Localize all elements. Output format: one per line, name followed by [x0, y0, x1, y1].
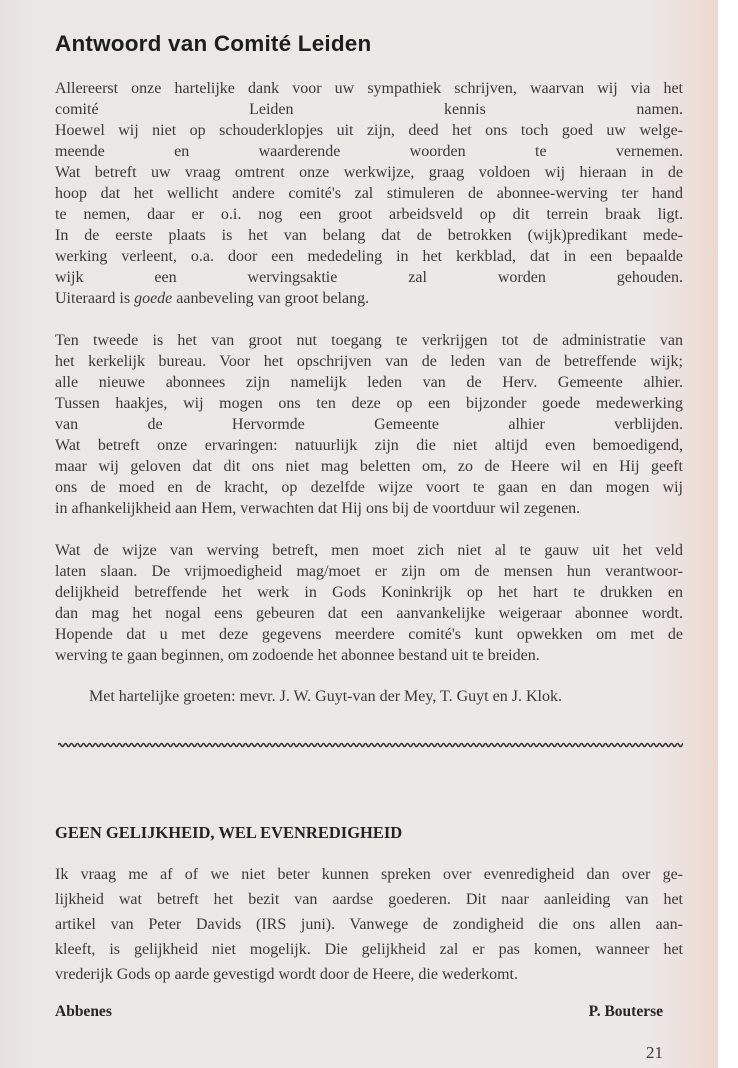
wavy-divider — [58, 740, 683, 750]
text-line: Allereerst onze hartelijke dank voor uw sympathiek schrijven, waarvan wij via het — [55, 80, 683, 97]
text-line: ons de moed en de kracht, op dezelfde wijze voort te gaan en dan mogen wij — [55, 479, 683, 496]
author-label: P. Bouterse — [588, 1003, 663, 1020]
text-line: Tussen haakjes, wij mogen ons ten deze op een bijzonder goede medewerking — [55, 395, 683, 412]
article-2-body — [55, 862, 683, 987]
article-2-heading: GEEN GELIJKHEID, WEL EVENREDIGHEID — [55, 823, 403, 842]
text-span: aanbeveling van groot belang. — [172, 290, 370, 307]
text-line: te nemen, daar er o.i. nog een groot arbeidsveld op dit terrein braak ligt. — [55, 206, 683, 223]
signature: Met hartelijke groeten: mevr. J. W. Guyt-van der Mey, T. Guyt en J. Klok. — [89, 688, 562, 705]
text-line: van de Hervormde Gemeente alhier verblijden. — [55, 416, 683, 433]
place-label: Abbenes — [55, 1003, 112, 1020]
text-line: maar wij geloven dat dit ons niet mag beletten om, zo de Heere wil en Hij geeft — [55, 458, 683, 475]
emphasis-text: goede — [134, 290, 173, 307]
text-line: hoop dat het wellicht andere comité's zal stimuleren de abonnee-werving ter hand — [55, 185, 683, 202]
text-line: comité Leiden kennis namen. — [55, 101, 683, 118]
text-line: werving te gaan beginnen, om zodoende het abonnee bestand uit te breiden. — [55, 647, 540, 664]
text-line: In de eerste plaats is het van belang dat de betrokken (wijk)predikant mede- — [55, 227, 683, 244]
text-line: dan mag het nogal eens gebeuren dat een aanvankelijke weigeraar abonnee wordt. — [55, 605, 683, 622]
text-line: delijkheid betreffende het werk in Gods Koninkrijk op het hart te drukken en — [55, 584, 683, 601]
text-line: meende en waarderende woorden te vernemen. — [55, 143, 683, 160]
text-line: alle nieuwe abonnees zijn namelijk leden van de Herv. Gemeente alhier. — [55, 374, 683, 391]
text-span: Uiteraard is — [55, 290, 135, 307]
paragraph-1 — [55, 78, 683, 288]
text-line: Ten tweede is het van groot nut toegang te verkrijgen tot de administratie van — [55, 332, 683, 349]
text-line: werking verleent, o.a. door een mededeling in het kerkblad, dat in een bepaalde — [55, 248, 683, 265]
text-line: Wat de wijze van werving betreft, men moet zich niet al te gauw uit het veld — [55, 542, 683, 559]
text-line: Ik vraag me af of we niet beter kunnen spreken over evenredigheid dan over ge- — [55, 866, 683, 883]
paragraph-3 — [55, 540, 683, 666]
text-line: vrederijk Gods op aarde gevestigd wordt door de Heere, die wederkomt. — [55, 966, 518, 983]
paragraph-2 — [55, 330, 683, 519]
article-title: Antwoord van Comité Leiden — [55, 31, 372, 56]
text-line: in afhankelijkheid aan Hem, verwachten dat Hij ons bij de voortduur wil zegenen. — [55, 500, 581, 517]
text-line — [55, 288, 683, 309]
text-line: wijk een wervingsaktie zal worden gehouden. — [55, 269, 683, 286]
text-line: kleeft, is gelijkheid niet mogelijk. Die gelijkheid zal er pas komen, wanneer het — [55, 941, 683, 958]
text-line: het kerkelijk bureau. Voor het opschrijven van de leden van de betreffende wijk; — [55, 353, 683, 370]
text-line: Hoewel wij niet op schouderklopjes uit zijn, deed het ons toch goed uw welge- — [55, 122, 683, 139]
text-line: Hopende dat u met deze gegevens meerdere comité's kunt opwekken om met de — [55, 626, 683, 643]
article-body — [55, 78, 683, 707]
text-line: Wat betreft uw vraag omtrent onze werkwijze, graag voldoen wij hieraan in de — [55, 164, 683, 181]
text-line: artikel van Peter Davids (IRS juni). Vanwege de zondigheid die ons allen aan- — [55, 916, 683, 933]
text-line: Wat betreft onze ervaringen: natuurlijk zijn die niet altijd even bemoedigend, — [55, 437, 683, 454]
text-line: lijkheid wat betreft het bezit van aardse goederen. Dit naar aanleiding van het — [55, 891, 683, 908]
text-line: laten slaan. De vrijmoedigheid mag/moet er zijn om de mensen hun verantwoor- — [55, 563, 683, 580]
paragraph-article-2 — [55, 862, 683, 987]
page-number: 21 — [646, 1043, 663, 1062]
